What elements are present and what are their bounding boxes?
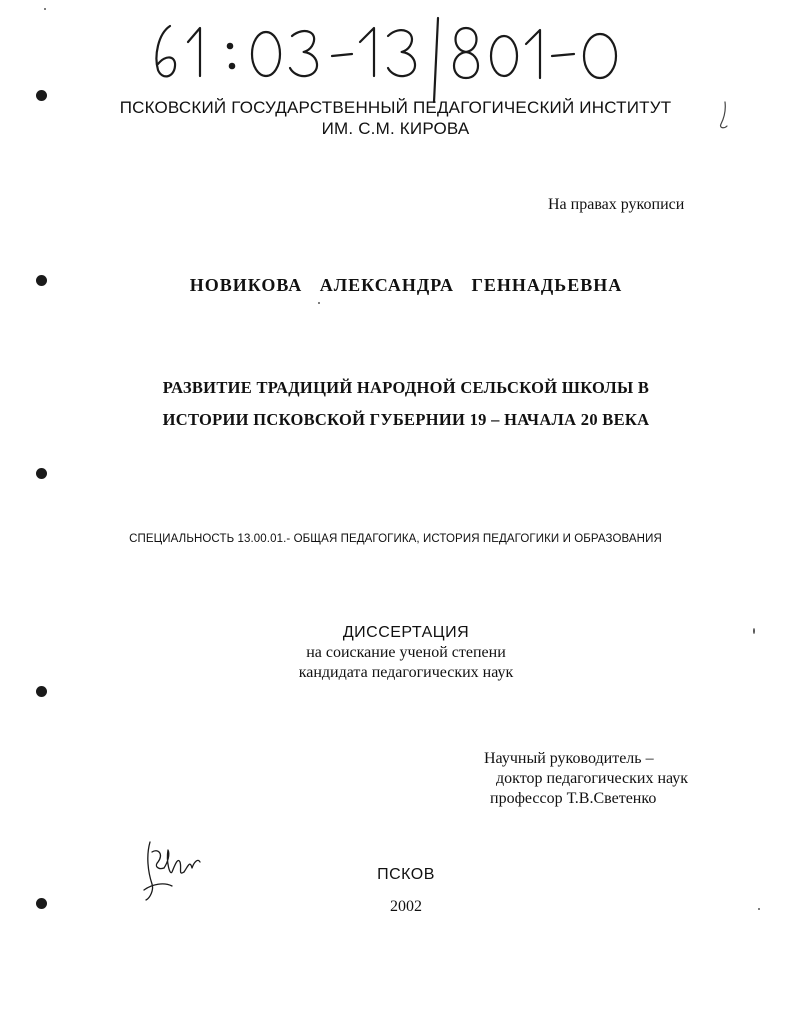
institute-name — [0, 97, 791, 139]
institute-line-2: ИМ. С.М. КИРОВА — [321, 119, 470, 138]
degree-line-1: на соискание ученой степени — [306, 644, 506, 661]
binding-hole-mark — [36, 468, 47, 479]
city: ПСКОВ — [377, 866, 435, 883]
institute-line-1: ПСКОВСКИЙ ГОСУДАРСТВЕННЫЙ ПЕДАГОГИЧЕСКИЙ ИНСТИТУТ — [119, 98, 672, 117]
binding-hole-mark — [36, 686, 47, 697]
author-name: НОВИКОВА АЛЕКСАНДРА ГЕННАДЬЕВНА — [189, 275, 623, 295]
advisor-line-2: доктор педагогических наук — [496, 770, 689, 787]
scientific-advisor — [484, 749, 688, 809]
manuscript-rights-note: На правах рукописи — [548, 196, 685, 213]
dissertation-heading: ДИССЕРТАЦИЯ — [342, 624, 470, 641]
archive-number-handwritten — [148, 14, 628, 104]
year: 2002 — [390, 898, 422, 915]
degree-line-2: кандидата педагогических наук — [298, 664, 514, 681]
title-line-1: РАЗВИТИЕ ТРАДИЦИЙ НАРОДНОЙ СЕЛЬСКОЙ ШКОЛЫ В — [162, 378, 650, 397]
specialty-line: СПЕЦИАЛЬНОСТЬ 13.00.01.- ОБЩАЯ ПЕДАГОГИКА, ИСТОРИЯ ПЕДАГОГИКИ И ОБРАЗОВАНИЯ — [129, 533, 662, 545]
advisor-line-3: профессор Т.В.Светенко — [490, 790, 657, 807]
degree-block — [0, 623, 791, 683]
title-line-2: ИСТОРИИ ПСКОВСКОЙ ГУБЕРНИИ 19 – НАЧАЛА 20 ВЕКА — [162, 410, 650, 429]
dissertation-title — [0, 372, 791, 436]
scan-speck — [44, 8, 46, 10]
advisor-line-1: Научный руководитель – — [484, 750, 654, 767]
scan-speck — [318, 302, 320, 304]
